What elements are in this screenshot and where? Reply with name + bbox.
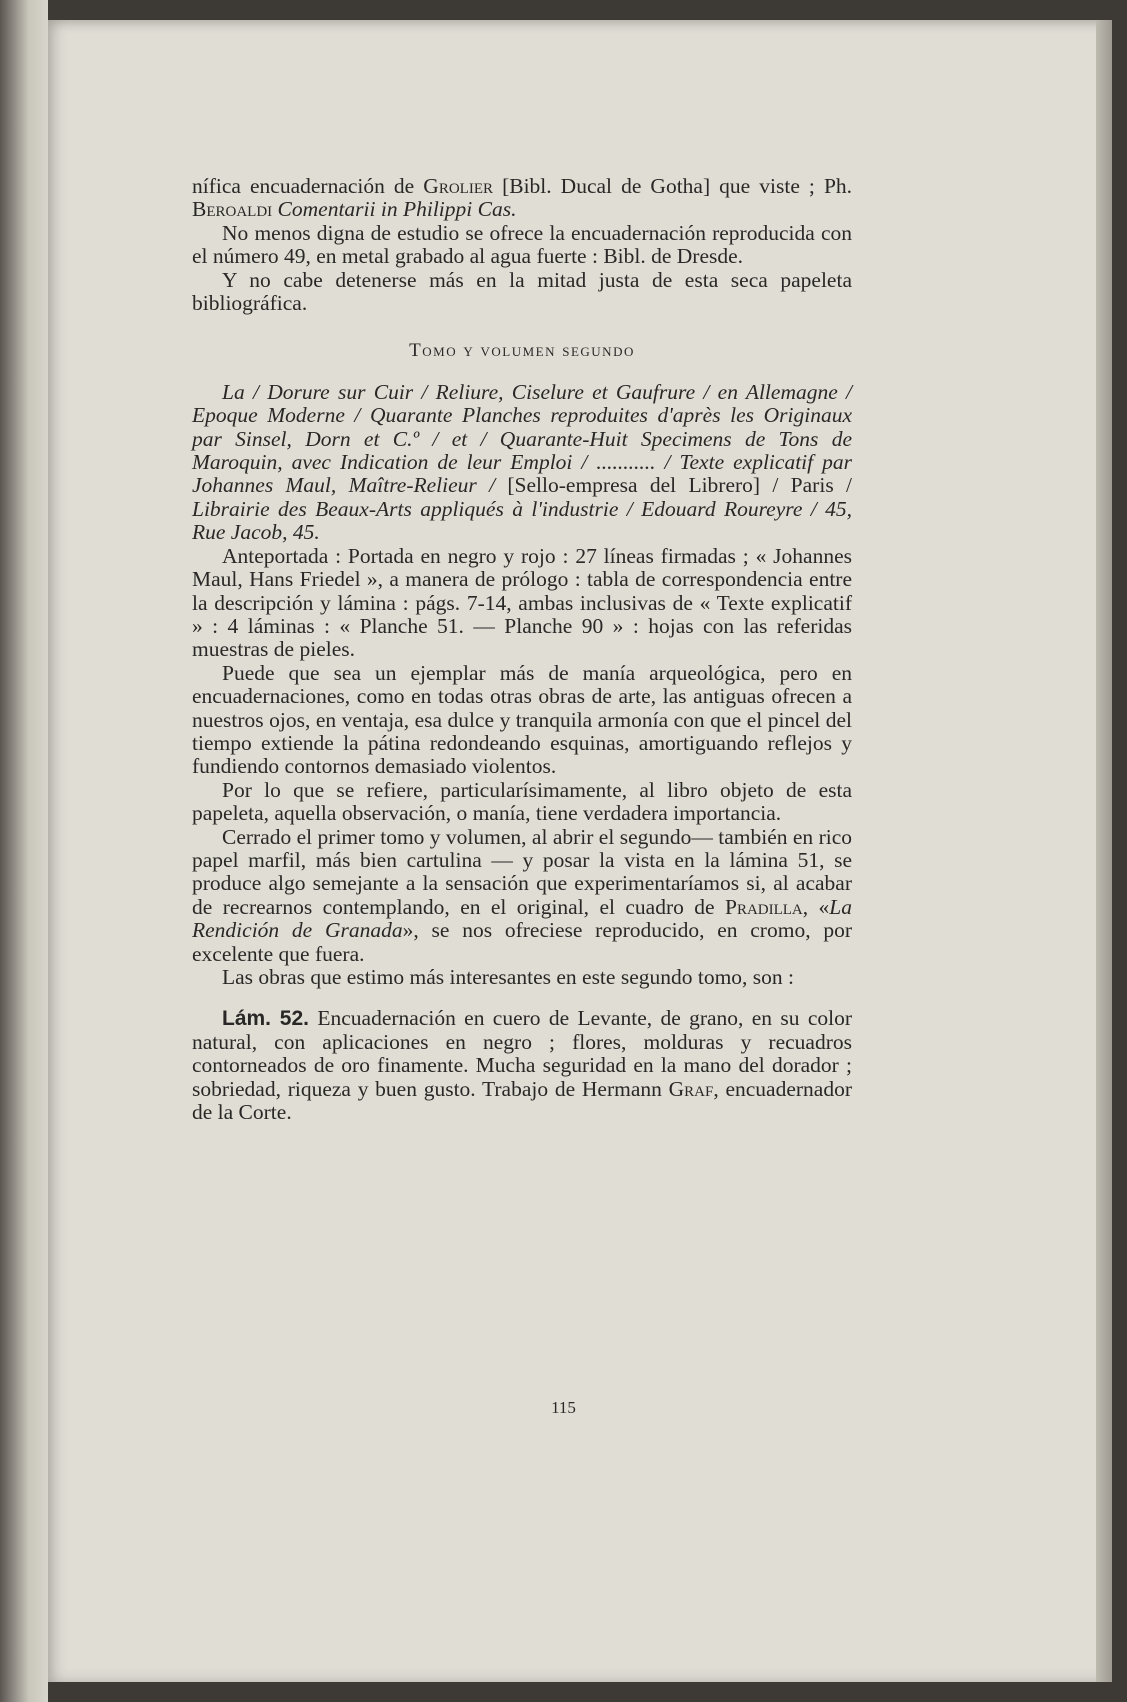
paragraph-anteportada: Anteportada : Portada en negro y rojo : 27 líneas firmadas ; « Johannes Maul, Hans Friedel », a manera de prólogo : tabla de correspondencia entre la descripción y lámina : págs. 7-14, ambas inclusivas de « Texte explicatif » : 4 láminas : « Planche 51. — Planche 90 » : hojas con las referidas muestras de pieles. xyxy=(192,543,852,662)
name-beroaldi: Beroaldi xyxy=(192,197,273,222)
paragraph-segundo-tomo: Cerrado el primer tomo y volumen, al abrir el segundo— también en rico papel marfil, más bien cartulina — y posar la vista en la lámina 51, se produce algo semejante a la sensación que experimentaríamos si, al acabar de recrearnos contemplando, en el original, el cuadro de Pradilla, «La Rendición de Granada», se nos ofreciese reproducido, en cromo, por excelente que fuera. xyxy=(192,824,853,966)
paragraph-obras: Las obras que estimo más interesantes en este segundo tomo, son : xyxy=(222,965,795,989)
page-edge-right xyxy=(1096,20,1112,1682)
lamina-label: Lám. 52. xyxy=(222,1007,310,1031)
name-pradilla: Pradilla xyxy=(724,894,803,919)
page-text xyxy=(192,175,852,1124)
name-grolier: Grolier xyxy=(423,174,493,198)
name-graf: Graf xyxy=(668,1076,714,1101)
bibliographic-entry: La / Dorure sur Cuir / Reliure, Ciselure et Gaufrure / en Allemagne / Epoque Moderne / Quarante Planches reproduites d'après les Originaux par Sinsel, Dorn et C.º / et / Quarante-Huit Specimens de Tons de Maroquin, avec Indication de leur Emploi / ........... / Texte explicatif par Johannes Maul, Maître-Relieur / [Sello-empresa del Librero] / Paris / Librairie des Beaux-Arts appliqués à l'industrie / Edouard Roureyre / 45, Rue Jacob, 45. xyxy=(192,379,852,545)
paragraph-mania: Puede que sea un ejemplar más de manía arqueológica, pero en encuadernaciones, como en todas otras obras de arte, las antiguas ofrecen a nuestros ojos, en ventaja, esa dulce y tranquila armonía con que el pincel del tiempo extiende la pátina redondeando esquinas, amortiguando reflejos y fundiendo contornos demasiado violentos. xyxy=(192,660,852,779)
book-spine-edge xyxy=(0,0,48,1702)
paragraph-grolier: nífica encuadernación de Grolier [Bibl. Ducal de Gotha] que viste ; Ph. Beroaldi Comentarii in Philippi Cas. xyxy=(192,174,853,222)
paragraph-papeleta: Y no cabe detenerse más en la mitad justa de esta seca papeleta bibliográfica. xyxy=(192,267,852,316)
paragraph-dresde: No menos digna de estudio se ofrece la encuadernación reproducida con el número 49, en metal grabado al agua fuerte : Bibl. de Dresde. xyxy=(192,220,852,269)
paragraph-observacion: Por lo que se refiere, particularísimamente, al libro objeto de esta papeleta, aquella observación, o manía, tiene verdadera importancia. xyxy=(192,777,852,826)
section-heading: Tomo y volumen segundo xyxy=(409,340,635,362)
page-number: 115 xyxy=(551,1398,576,1417)
lamina-52-entry: Lám. 52. Encuadernación en cuero de Levante, de grano, en su color natural, con aplicaciones en negro ; flores, molduras y recuadros contorneados de oro finamente. Mucha seguridad en la mano del dorador ; sobriedad, riqueza y buen gusto. Trabajo de Hermann Graf, encuadernador de la Corte. xyxy=(192,1006,853,1125)
